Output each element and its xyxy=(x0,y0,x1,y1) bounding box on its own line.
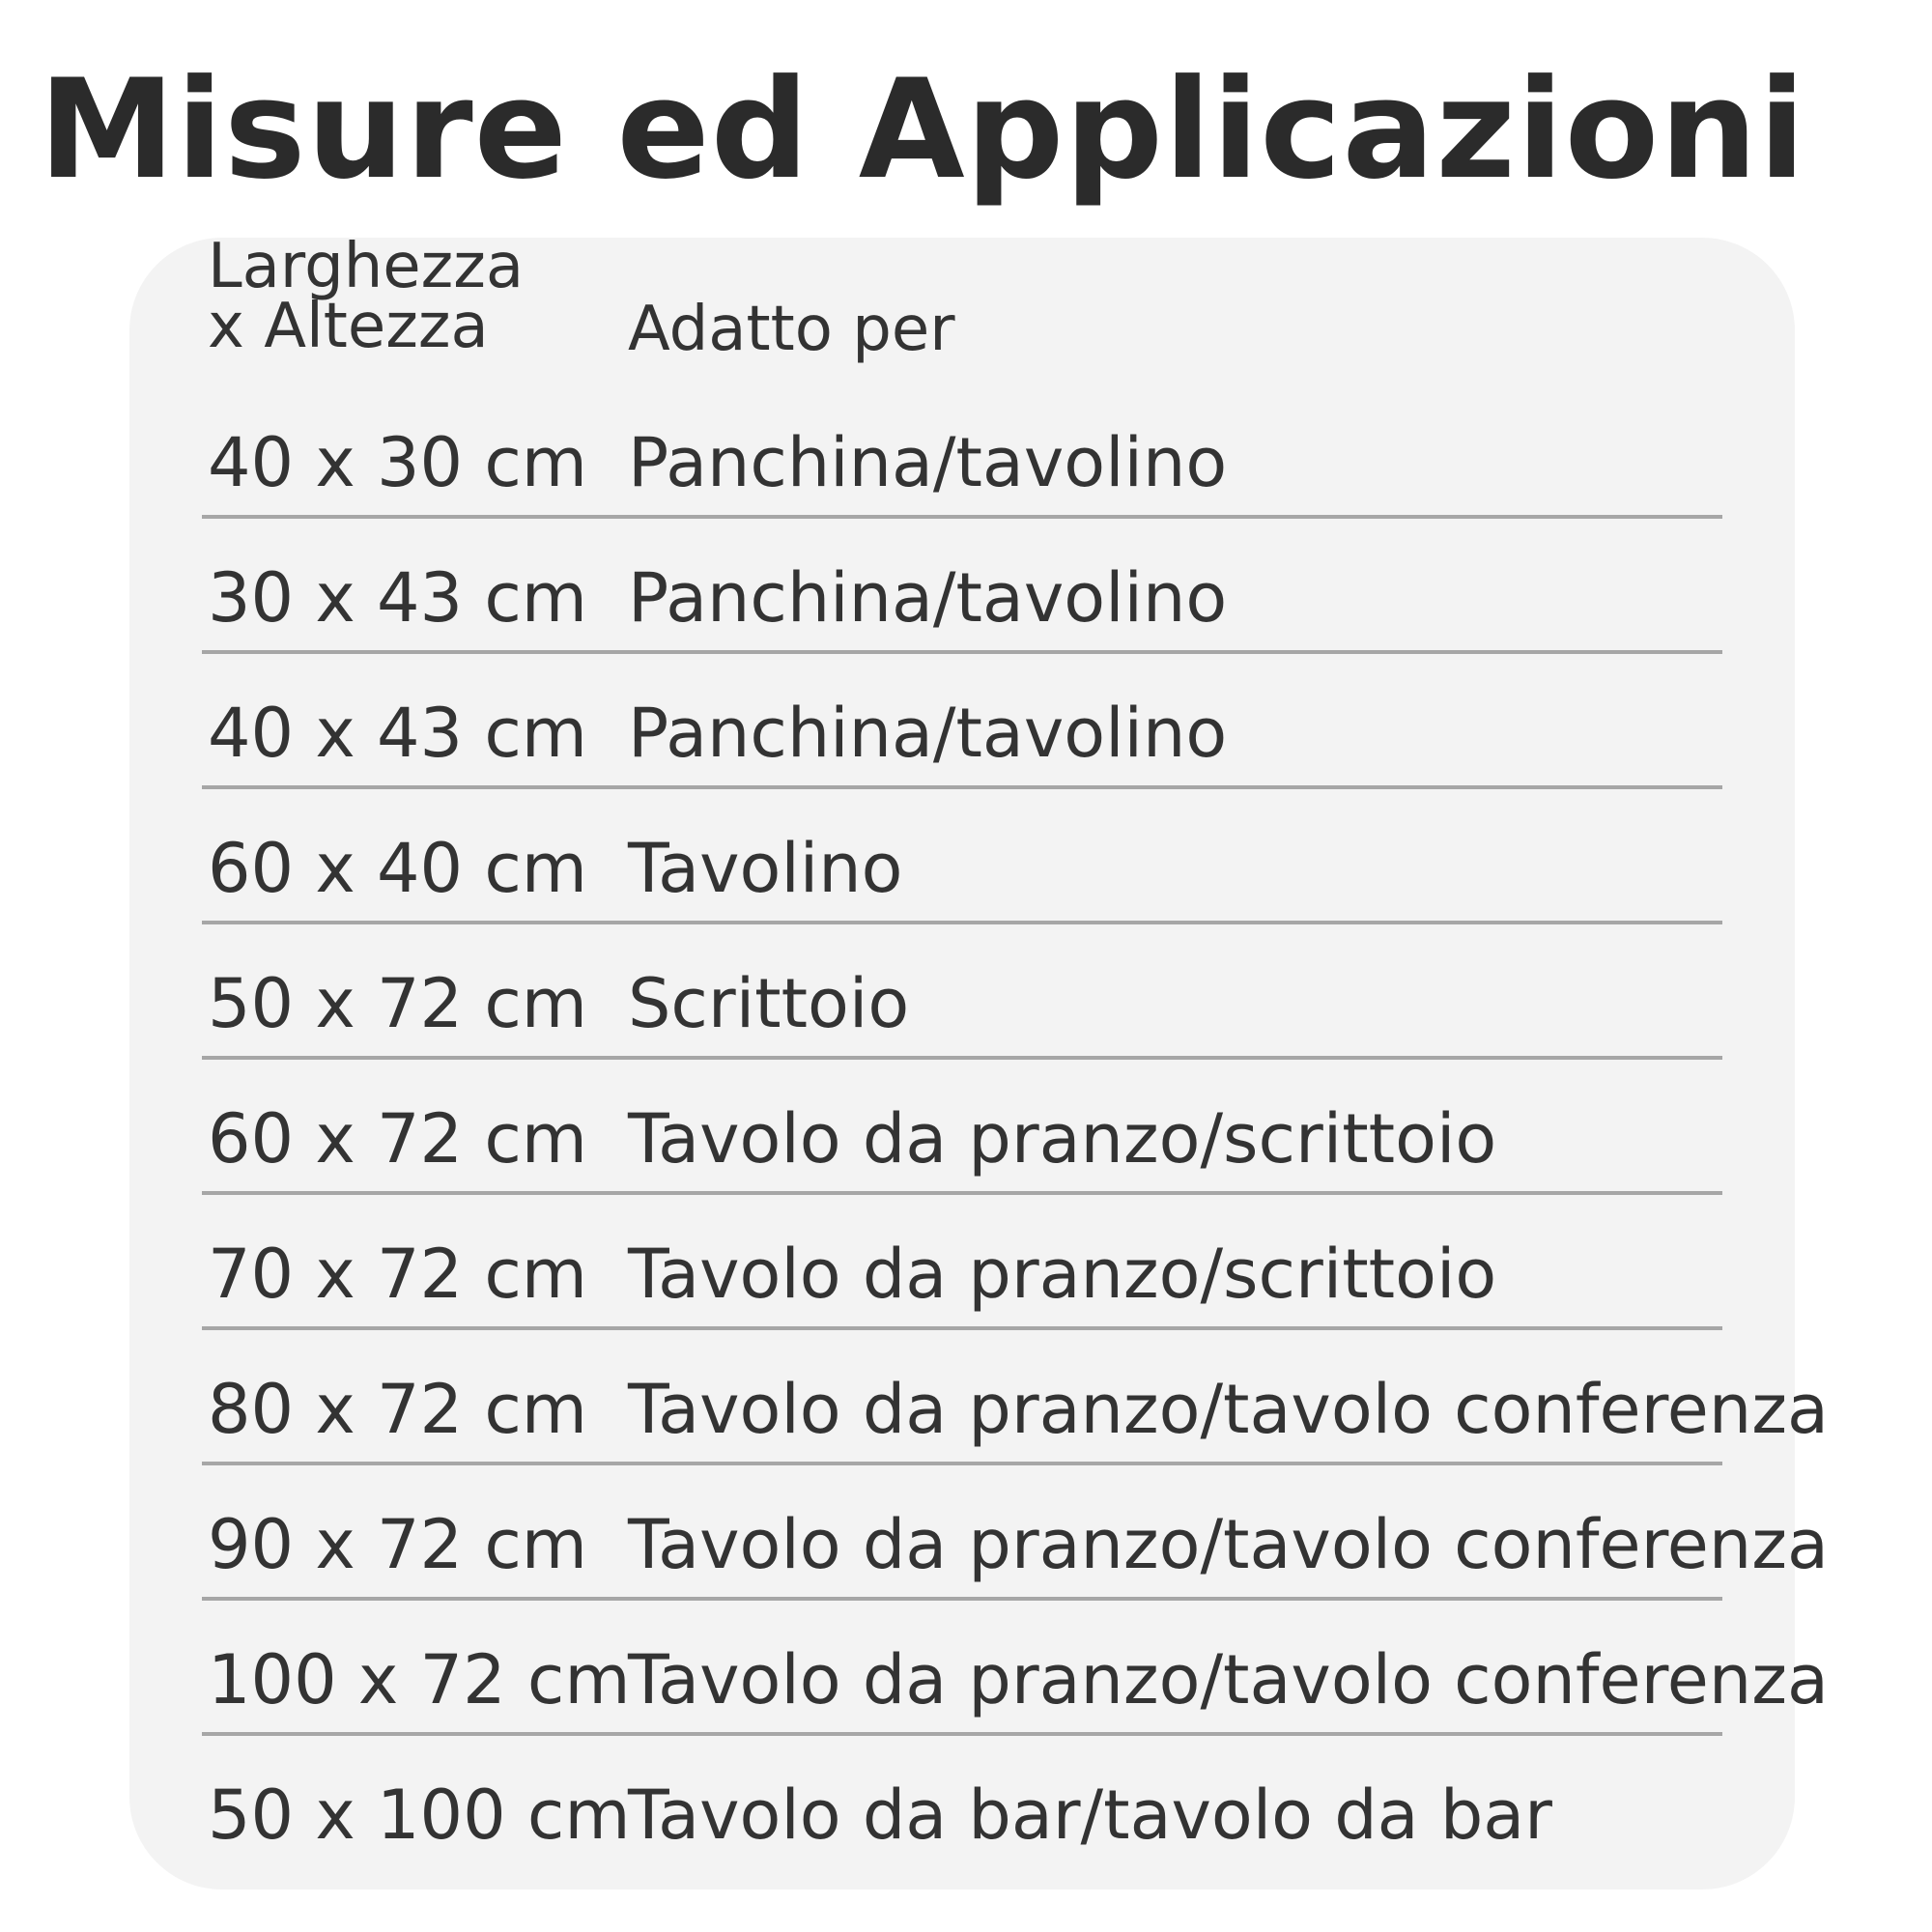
size-cell: 60 x 40 cm xyxy=(208,829,587,908)
table-row xyxy=(202,789,1722,924)
size-cell: 70 x 72 cm xyxy=(208,1235,587,1314)
size-cell: 30 x 43 cm xyxy=(208,558,587,638)
use-cell: Tavolo da pranzo/tavolo conferenza xyxy=(628,1505,1829,1584)
size-cell: 90 x 72 cm xyxy=(208,1505,587,1584)
table-row xyxy=(202,1465,1829,1601)
size-cell: 80 x 72 cm xyxy=(208,1370,587,1449)
use-cell: Panchina/tavolino xyxy=(628,694,1228,773)
table-row xyxy=(202,384,1722,519)
use-cell: Tavolo da pranzo/tavolo conferenza xyxy=(628,1640,1829,1719)
column-header-size-line2: x Altezza xyxy=(208,291,489,362)
size-cell: 40 x 30 cm xyxy=(208,423,587,502)
table-row xyxy=(202,1601,1829,1736)
column-header-size-line1: Larghezza xyxy=(208,231,525,302)
use-cell: Tavolo da pranzo/scrittoio xyxy=(628,1099,1497,1179)
size-cell: 50 x 72 cm xyxy=(208,964,587,1043)
size-cell: 100 x 72 cm xyxy=(208,1640,631,1719)
table-row xyxy=(202,519,1722,654)
table-row xyxy=(202,1736,1722,1871)
column-header-size xyxy=(208,231,525,362)
use-cell: Panchina/tavolino xyxy=(628,423,1228,502)
table-row xyxy=(202,1330,1829,1465)
use-cell: Tavolo da bar/tavolo da bar xyxy=(628,1776,1552,1855)
size-cell: 40 x 43 cm xyxy=(208,694,587,773)
use-cell: Scrittoio xyxy=(628,964,910,1043)
table-row xyxy=(202,1195,1722,1330)
use-cell: Panchina/tavolino xyxy=(628,558,1228,638)
size-table-rows xyxy=(202,384,1829,1871)
use-cell: Tavolo da pranzo/scrittoio xyxy=(628,1235,1497,1314)
table-row xyxy=(202,654,1722,789)
table-row xyxy=(202,1060,1722,1195)
table-row xyxy=(202,924,1722,1060)
use-cell: Tavolino xyxy=(628,829,903,908)
column-header-use: Adatto per xyxy=(628,294,955,365)
size-cell: 60 x 72 cm xyxy=(208,1099,587,1179)
page-title: Misure ed Applicazioni xyxy=(39,50,1806,210)
use-cell: Tavolo da pranzo/tavolo conferenza xyxy=(628,1370,1829,1449)
size-cell: 50 x 100 cm xyxy=(208,1776,631,1855)
